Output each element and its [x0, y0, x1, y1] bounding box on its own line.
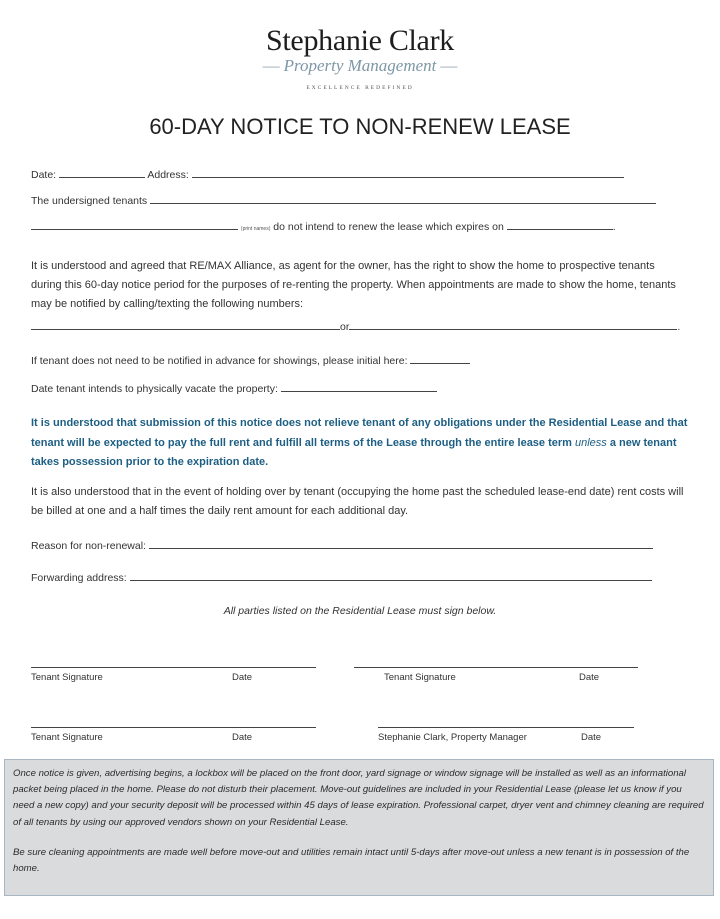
address-field[interactable]: [192, 168, 624, 178]
notice-paragraph-2: Be sure cleaning appointments are made well before move-out and utilities remain intact until 5-days after move-out unless a new tenant is in possession of the home.: [13, 846, 690, 875]
tenant-names-field[interactable]: [31, 220, 238, 230]
reason-field[interactable]: [149, 539, 653, 549]
logo-name: Stephanie Clark: [266, 24, 454, 57]
reason-label: Reason for non-renewal:: [31, 540, 146, 552]
sign-note: All parties listed on the Residential Lease must sign below.: [223, 605, 497, 617]
tenant-signature-3-date-label: Date: [232, 732, 253, 743]
phone-number-2-field[interactable]: [349, 320, 677, 330]
initial-label: If tenant does not need to be notified in advance for showings, please initial here:: [31, 355, 408, 367]
obligations-emphasis: unless: [575, 436, 607, 449]
logo-subtitle-text: Property Management: [283, 56, 437, 75]
phone-number-1-field[interactable]: [31, 320, 340, 330]
date-label: Date:: [31, 169, 57, 181]
manager-signature-date-label: Date: [581, 732, 602, 743]
obligations-text: It is understood that submission of this notice does not relieve tenant of any obligations under the Residential Lease and that tenant will be expected to pay the full rent and fulfill all terms of the Lease through the entire lease term: [31, 417, 688, 449]
logo-subtitle: — Property Management —: [262, 56, 458, 75]
tenants-field[interactable]: [150, 194, 656, 204]
tenant-signature-1-line[interactable]: [31, 667, 316, 668]
print-names-row: (print names) do not intend to renew the lease which expires on .: [31, 220, 616, 233]
initial-field[interactable]: [410, 354, 470, 364]
tenant-signature-3-line[interactable]: [31, 727, 316, 728]
tenants-label: The undersigned tenants: [31, 195, 148, 207]
forwarding-label: Forwarding address:: [31, 572, 127, 584]
tenant-signature-1-label: Tenant Signature: [31, 672, 103, 683]
address-label: Address:: [147, 169, 189, 181]
forwarding-row: [31, 571, 652, 584]
tenants-row: [31, 194, 656, 207]
phone-numbers-row: or .: [31, 320, 680, 333]
expiration-date-field[interactable]: [507, 220, 613, 230]
manager-signature-line[interactable]: [378, 727, 634, 728]
holdover-paragraph: It is also understood that in the event of holding over by tenant (occupying the home past the scheduled lease-end date) rent costs will be billed at one and a half times the daily rent amount for each additional day.: [31, 486, 684, 517]
vacate-label: Date tenant intends to physically vacate the property:: [31, 383, 278, 395]
tenant-signature-3-label: Tenant Signature: [31, 732, 103, 743]
tenant-signature-2-label: Tenant Signature: [384, 672, 456, 683]
obligations-paragraph: [31, 414, 691, 473]
initial-row: [31, 354, 470, 367]
page-title: 60-DAY NOTICE TO NON-RENEW LEASE: [149, 114, 571, 139]
print-names-label: (print names): [240, 226, 271, 232]
date-address-row: [31, 168, 624, 181]
showing-paragraph: It is understood and agreed that RE/MAX Alliance, as agent for the owner, has the right to show the home to prospective tenants during this 60-day notice period for the purposes of re-renting the property. When appointments are made to show the home, tenants may be notified by calling/texting the following numbers:: [31, 260, 676, 310]
or-label: or: [340, 321, 350, 333]
forwarding-address-field[interactable]: [130, 571, 652, 581]
vacate-row: [31, 382, 437, 395]
move-out-notice-box: [4, 759, 714, 896]
tenant-signature-2-line[interactable]: [354, 667, 638, 668]
manager-signature-label: Stephanie Clark, Property Manager: [378, 732, 527, 743]
notice-paragraph-1: Once notice is given, advertising begins, a lockbox will be placed on the front door, yard signage or window signage will be installed as well as an informational packet being placed in the home. Please do not disturb their placement. Move-out guidelines are included in your Residential Lease (please let us know if you need a new copy) and your security deposit will be processed within 45 days of lease expiration. Professional carpet, dryer vent and chimney cleaning are required of all tenants by using our approved vendors shown on your Residential Lease.: [13, 768, 704, 828]
tenant-signature-2-date-label: Date: [579, 672, 600, 683]
reason-row: [31, 539, 653, 552]
vacate-date-field[interactable]: [281, 382, 437, 392]
logo-tagline: EXCELLENCE REDEFINED: [306, 85, 414, 91]
date-field[interactable]: [59, 168, 145, 178]
tenant-signature-1-date-label: Date: [232, 672, 253, 683]
obligations-text-end: a new tenant takes possession prior to the expiration date.: [31, 436, 677, 468]
not-renew-text: do not intend to renew the lease which expires on: [273, 221, 504, 233]
